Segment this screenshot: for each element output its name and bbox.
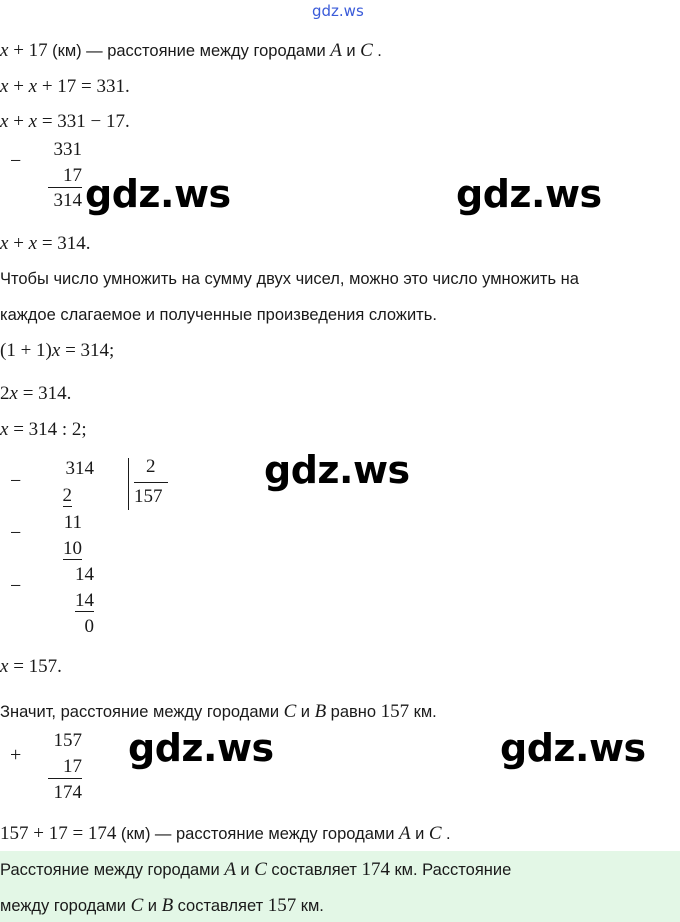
sum: 174 [53,782,82,803]
addend-2: 17 [48,756,82,779]
addend-1: 157 [53,730,82,751]
subtract-1: 2 [62,485,72,506]
remainder-1: 11 [63,512,82,533]
top-watermark: gdz.ws [312,2,364,20]
conj: и [346,42,361,60]
conclusion-text: Значит, расстояние между городами [0,703,284,721]
var-b: B [161,895,174,916]
var-a: A [224,859,236,880]
var-c: C [130,895,144,916]
equation-5: 2x = 314. [0,383,72,404]
divisor: 2 [146,456,156,477]
expression: 157 + 17 = 174 [0,823,117,844]
division-bar [128,458,129,510]
var-c: C [428,823,442,844]
minuend: 331 [53,139,82,160]
conj: и [300,703,315,721]
rule-line-2: каждое слагаемое и полученные произведения сложить. [0,306,437,324]
answer-text: между городами [0,897,131,915]
answer-line-1 [0,859,511,881]
rule-line-1: Чтобы число умножить на сумму двух чисел, можно это число умножить на [0,270,579,288]
quotient: 157 [134,486,163,507]
minus-sign: − [10,575,22,597]
var-c: C [283,701,297,722]
watermark: gdz.ws [85,172,231,216]
watermark: gdz.ws [500,726,646,770]
var-c: C [254,859,267,880]
equation-2: x + x = 331 − 17. [0,111,130,132]
line-distance-ac [0,823,451,845]
quotient-line [134,482,168,483]
value: 174 [361,859,390,880]
line-text: — расстояние между городами [86,42,331,60]
var-c: C [360,40,373,61]
conclusion-line [0,701,437,723]
equation-1: x + x + 17 = 331. [0,76,130,97]
answer-text: составляет [177,897,268,915]
subtrahend: 17 [48,165,82,188]
var-a: A [399,823,411,844]
line-distance-ac-def [0,40,382,62]
watermark: gdz.ws [456,172,602,216]
conj: и [240,861,255,879]
answer-text: составляет [271,861,362,879]
end: . [377,42,382,60]
value: 157 [380,701,410,722]
remainder-2: 14 [75,564,94,585]
watermark: gdz.ws [264,448,410,492]
answer-text: Расстояние между городами [0,861,225,879]
difference: 314 [53,190,82,211]
answer-text: км. [300,897,324,915]
end: . [446,825,451,843]
line-text: — расстояние между городами [154,825,400,843]
conclusion-text: равно [330,703,381,721]
unit-km: (км) [52,42,82,60]
equation-7: x = 157. [0,656,62,677]
equation-6: x = 314 : 2; [0,419,87,440]
answer-box [0,851,680,922]
equation-3: x + x = 314. [0,233,91,254]
var-a: A [330,40,342,61]
unit-km: (км) [120,825,151,843]
plus-sign: + [10,744,22,766]
minus-sign: − [10,470,22,492]
minus-sign: − [10,522,22,544]
value: 157 [267,895,297,916]
answer-line-2 [0,895,324,917]
minus-sign: − [10,150,22,172]
dividend: 314 [65,458,94,479]
conj: и [415,825,429,843]
watermark: gdz.ws [128,726,274,770]
remainder-3: 0 [84,616,94,637]
conj: и [147,897,162,915]
answer-text: км. Расстояние [394,861,512,879]
subtract-3: 14 [75,590,94,611]
equation-4: (1 + 1)x = 314; [0,340,115,361]
expression: x + 17 [0,40,48,61]
var-b: B [314,701,327,722]
subtract-2: 10 [63,538,82,559]
unit: км. [413,703,437,721]
